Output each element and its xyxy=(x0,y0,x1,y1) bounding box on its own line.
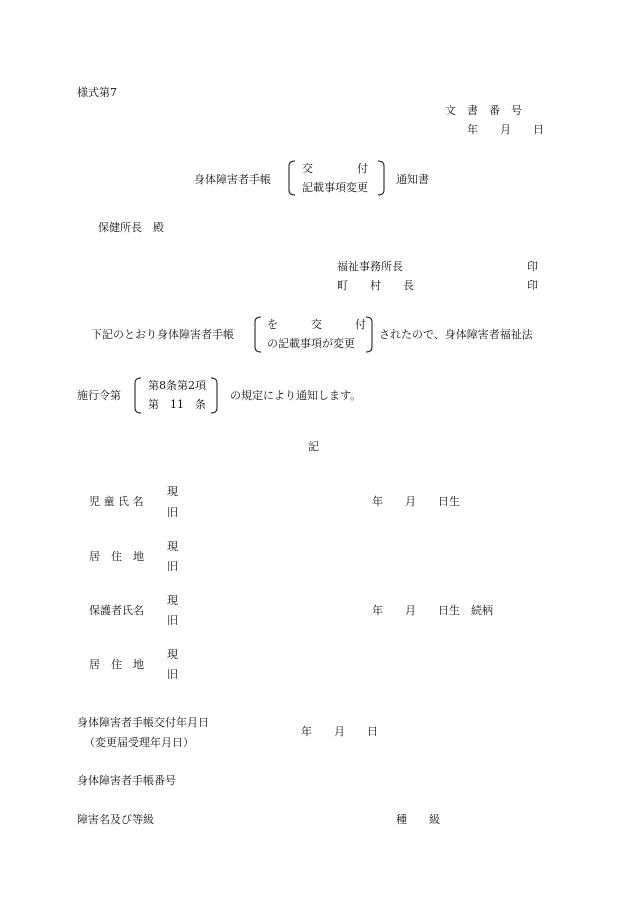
child-residence-label: 居 住 地 xyxy=(89,550,144,563)
residence-former-mark: 旧 xyxy=(167,560,178,573)
seal-mark-2: 印 xyxy=(527,279,538,292)
body-line2-suffix: の規定により通知します。 xyxy=(230,389,362,402)
left-bracket-icon xyxy=(287,160,297,196)
body-line1-suffix: されたので、身体障害者福祉法 xyxy=(379,328,533,341)
child-name-current-mark: 現 xyxy=(167,485,178,498)
guardian-birth-relation: 年 月 日生 続柄 xyxy=(372,604,493,617)
issue-date-label: 身体障害者手帳交付年月日 xyxy=(77,716,209,729)
title-option-issue: 交 付 xyxy=(302,162,368,175)
title-prefix: 身体障害者手帳 xyxy=(194,173,271,186)
title-option-change: 記載事項変更 xyxy=(302,181,368,194)
issue-date-sublabel: （変更届受理年月日） xyxy=(84,736,194,749)
type-grade-value: 種 級 xyxy=(396,813,440,826)
residence2-current-mark: 現 xyxy=(167,648,178,661)
guardian-former-mark: 旧 xyxy=(167,614,178,627)
guardian-name-label: 保護者氏名 xyxy=(89,604,144,617)
title-suffix: 通知書 xyxy=(396,173,429,186)
form-number: 様式第7 xyxy=(77,86,117,99)
right-bracket-icon xyxy=(364,316,374,353)
ki-heading: 記 xyxy=(308,440,319,453)
residence2-former-mark: 旧 xyxy=(167,668,178,681)
body-option-change: の記載事項が変更 xyxy=(267,337,355,350)
handbook-number-label: 身体障害者手帳番号 xyxy=(77,774,176,787)
left-bracket-icon xyxy=(133,377,143,414)
child-birth-date: 年 月 日生 xyxy=(372,495,460,508)
body-option-issue: を 交 付 xyxy=(267,318,366,331)
disability-grade-label: 障害名及び等級 xyxy=(77,813,154,826)
residence-current-mark: 現 xyxy=(167,540,178,553)
body-option-article11: 第 11 条 xyxy=(148,398,206,411)
child-name-former-mark: 旧 xyxy=(167,506,178,519)
right-bracket-icon xyxy=(209,377,219,414)
date-line: 年 月 日 xyxy=(467,123,544,136)
right-bracket-icon xyxy=(376,160,386,196)
addressee: 保健所長 殿 xyxy=(98,221,164,234)
guardian-current-mark: 現 xyxy=(167,594,178,607)
left-bracket-icon xyxy=(253,316,263,353)
document-number-label: 文 書 番 号 xyxy=(445,104,522,117)
sender-welfare-office: 福祉事務所長 xyxy=(337,260,403,273)
seal-mark-1: 印 xyxy=(527,260,538,273)
body-option-article8: 第8条第2項 xyxy=(148,379,206,392)
body-line2-prefix: 施行令第 xyxy=(77,389,121,402)
issue-date-value: 年 月 日 xyxy=(301,725,378,738)
sender-town-village: 町 村 長 xyxy=(337,279,414,292)
guardian-residence-label: 居 住 地 xyxy=(89,658,144,671)
body-line1-prefix: 下記のとおり身体障害者手帳 xyxy=(91,328,234,341)
child-name-label: 児 童 氏 名 xyxy=(89,495,144,508)
